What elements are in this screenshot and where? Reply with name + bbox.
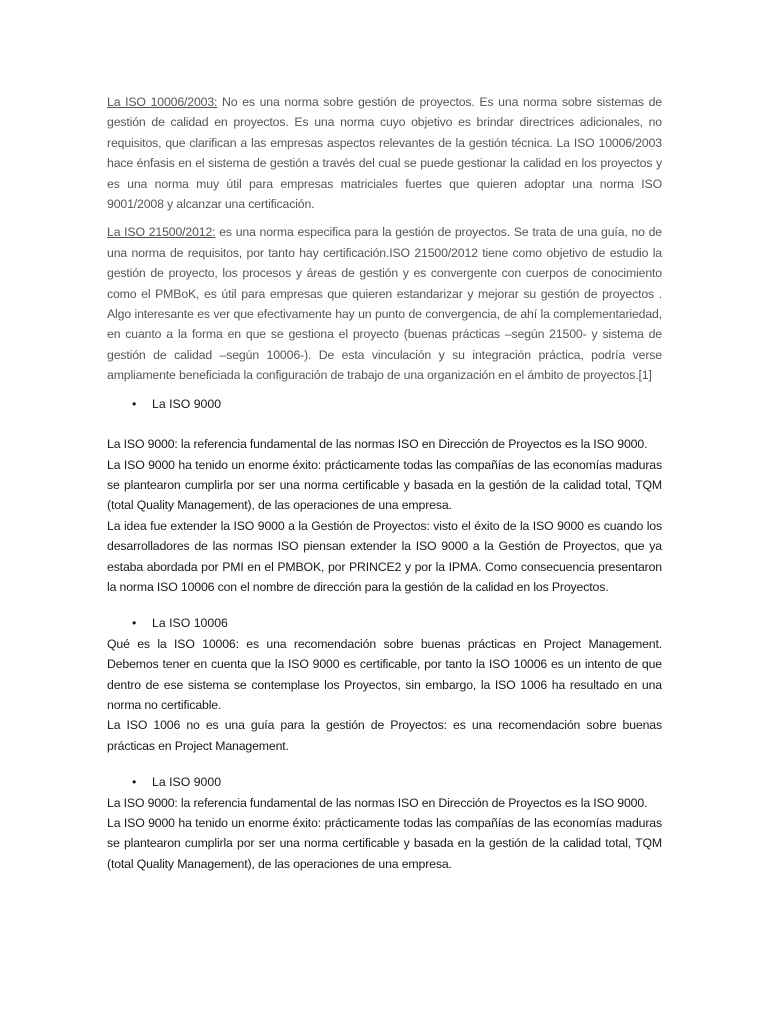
bullet-label: La ISO 9000	[152, 775, 222, 790]
heading-iso-21500-2012: La ISO 21500/2012:	[107, 225, 216, 240]
bullet-label: La ISO 10006	[152, 616, 228, 631]
paragraph-iso-10006-2003	[107, 92, 662, 214]
text-line: La ISO 9000: la referencia fundamental de las normas ISO en Dirección de Proyectos es la ISO 9000.	[107, 437, 648, 452]
text-line: La ISO 9000: la referencia fundamental de las normas ISO en Dirección de Proyectos es la ISO 9000.	[107, 795, 648, 810]
paragraph-body: No es una norma sobre gestión de proyectos. Es una norma sobre sistemas de gestión de calidad en proyectos. Es una norma cuyo objetivo es brindar directrices adicionales, no requisitos, que clarifican a las empresas aspectos relevantes de la gestión técnica. La ISO 10006/2003 hace énfasis en el sistema de gestión a través del cual se puede gestionar la calidad en los proyectos y es una norma muy útil para empresas matriciales fuertes que quieren adoptar una norma ISO 9001/2008 y alcanzar una certificación.	[107, 95, 662, 212]
text-line: La idea fue extender la ISO 9000 a la Gestión de Proyectos: visto el éxito de la ISO 9000 es cuando los desarrolladores de las normas ISO piensan extender la ISO 9000 a la Gestión de Proyectos, que ya estaba abordada por PMI en el PMBOK, por PRINCE2 y por la IPMA. Como consecuencia presentaron la norma ISO 10006 con el nombre de dirección para la gestión de la calidad en los Proyectos.	[107, 518, 662, 594]
bullet-dot: •	[132, 616, 137, 631]
paragraph-iso-21500-2012	[107, 222, 662, 385]
bullet-dot: •	[132, 775, 137, 790]
bullet-label: La ISO 9000	[152, 396, 222, 411]
text-line: Qué es la ISO 10006: es una recomendación sobre buenas prácticas en Project Management. Debemos tener en cuenta que la ISO 9000 es certificable, por tanto la ISO 10006 es un intento de que dentro de ese sistema se contemplase los Proyectos, sin embargo, la ISO 1006 ha resultado en una norma no certificable.	[107, 636, 662, 712]
bullet-iso-9000	[107, 394, 662, 414]
paragraph-body: es una norma especifica para la gestión de proyectos. Se trata de una guía, no de una norma de requisitos, por tanto hay certificación.ISO 21500/2012 tiene como objetivo de estudio la gestión de proyecto, los procesos y áreas de gestión y es convergente con cuerpos de conocimiento como el PMBoK, es útil para empresas que quieren estandarizar y mejorar su gestión de proyectos . Algo interesante es ver que efectivamente hay un punto de convergencia, de ahí la complementariedad, en cuanto a la forma en que se gestiona el proyecto (buenas prácticas –según 21500- y sistema de gestión de calidad –según 10006-). De esta vinculación y su integración práctica, podría verse ampliamente beneficiada la configuración de trabajo de una organización en el ámbito de proyectos.[1]	[107, 225, 662, 383]
bullet-iso-10006	[107, 613, 662, 633]
bullet-dot: •	[132, 396, 137, 411]
text-line: La ISO 9000 ha tenido un enorme éxito: prácticamente todas las compañías de las economías maduras se plantearon cumplirla por ser una norma certificable y basada en la gestión de la calidad total, TQM (total Quality Management), de las operaciones de una empresa.	[107, 816, 662, 871]
text-line: La ISO 9000 ha tenido un enorme éxito: prácticamente todas las compañías de las economías maduras se plantearon cumplirla por ser una norma certificable y basada en la gestión de la calidad total, TQM (total Quality Management), de las operaciones de una empresa.	[107, 457, 662, 513]
text-line: La ISO 1006 no es una guía para la gestión de Proyectos: es una recomendación sobre buenas prácticas en Project Management.	[107, 718, 662, 753]
bullet-iso-9000-repeat	[107, 772, 662, 792]
heading-iso-10006-2003: La ISO 10006/2003:	[107, 95, 218, 109]
